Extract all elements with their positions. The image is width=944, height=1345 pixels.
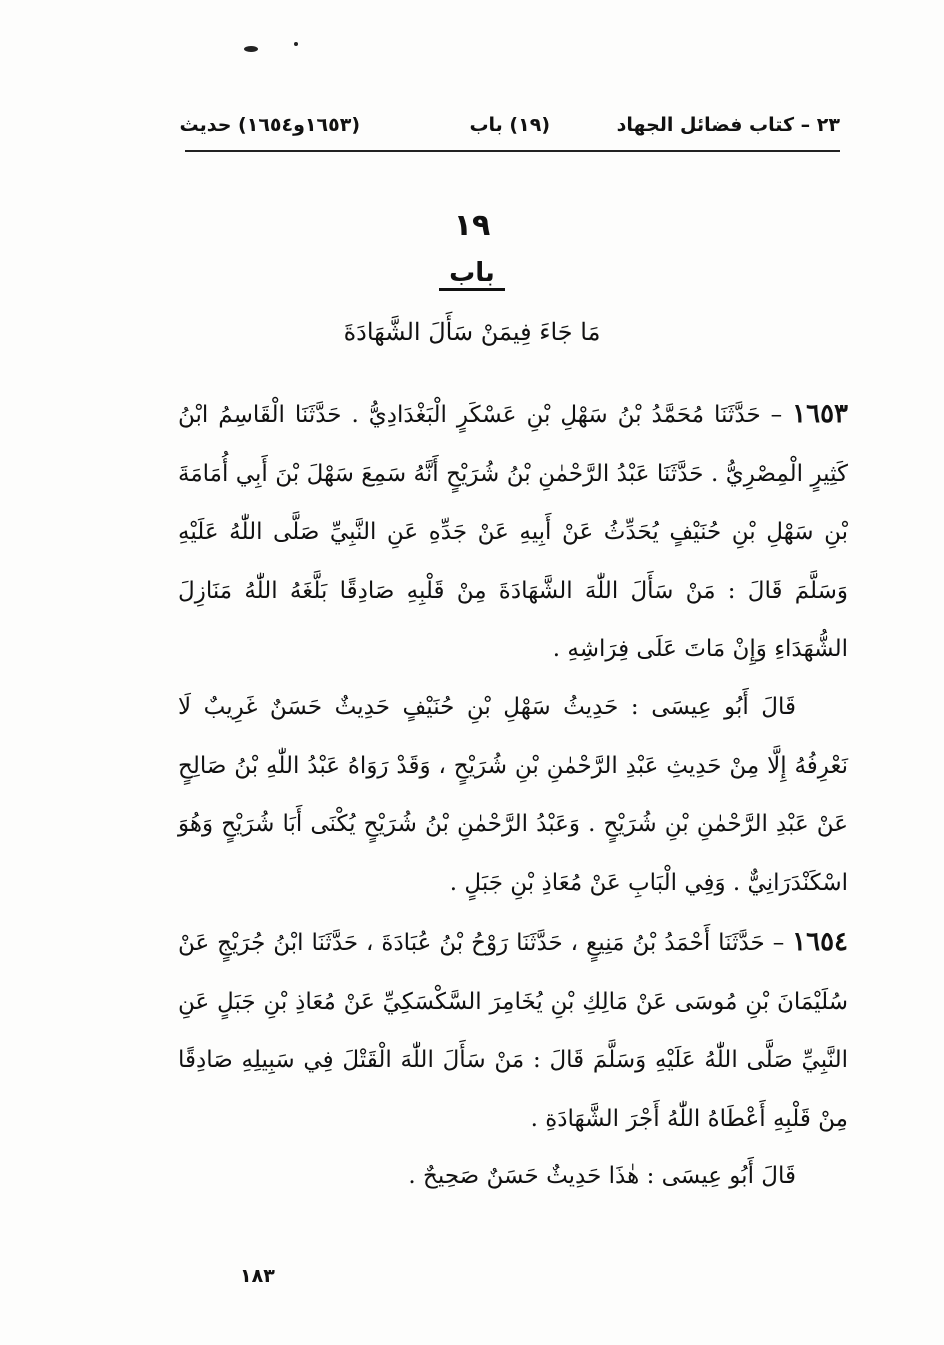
hadith-number: ١٦٥٤ bbox=[792, 927, 848, 957]
hadith-1654 bbox=[178, 913, 848, 1148]
hadith-text: – حَدَّثَنَا أَحْمَدُ بْنُ مَنِيعٍ ، حَدَّثَنَا رَوْحُ بْنُ عُبَادَةَ ، حَدَّثَنَا ابْنُ جُرَيْجٍ عَنْ سُلَيْمَانَ بْنِ مُوسَى عَنْ مَالِكِ بْنِ يُخَامِرَ السَّكْسَكِيِّ عَنْ مُعَاذِ بْنِ جَبَلٍ عَنِ النَّبِيِّ صَلَّى اللّٰهُ عَلَيْهِ وَسَلَّمَ قَالَ : مَنْ سَأَلَ اللّٰهَ الْقَتْلَ فِي سَبِيلِهِ صَادِقًا مِنْ قَلْبِهِ أَعْطَاهُ اللّٰهُ أَجْرَ الشَّهَادَةِ . bbox=[178, 930, 848, 1132]
chapter-word: باب bbox=[449, 258, 495, 288]
commentary-1653: قَالَ أَبُو عِيسَى : حَدِيثُ سَهْلِ بْنِ حُنَيْفٍ حَدِيثٌ حَسَنٌ غَرِيبٌ لَا نَعْرِفُهُ إِلَّا مِنْ حَدِيثِ عَبْدِ الرَّحْمٰنِ بْنِ شُرَيْحٍ ، وَقَدْ رَوَاهُ عَبْدُ اللّٰهِ بْنُ صَالِحٍ عَنْ عَبْدِ الرَّحْمٰنِ بْنِ شُرَيْحٍ . وَعَبْدُ الرَّحْمٰنِ بْنُ شُرَيْحٍ يُكْنَى أَبَا شُرَيْحٍ وَهُوَ اسْكَنْدَرَانِيٌّ . وَفِي الْبَابِ عَنْ مُعَاذِ بْنِ جَبَلٍ . bbox=[178, 694, 848, 896]
commentary-1654: قَالَ أَبُو عِيسَى : هٰذَا حَدِيثٌ حَسَنٌ صَحِيحٌ . bbox=[408, 1163, 796, 1189]
header-chapter: (١٩) باب bbox=[469, 114, 550, 136]
scan-speck bbox=[294, 42, 298, 46]
chapter-heading bbox=[0, 258, 944, 291]
hadith-text: – حَدَّثَنَا مُحَمَّدُ بْنُ سَهْلِ بْنِ عَسْكَرٍ الْبَغْدَادِيُّ . حَدَّثَنَا الْقَاسِمُ ابْنُ كَثِيرٍ الْمِصْرِيُّ . حَدَّثَنَا عَبْدُ الرَّحْمٰنِ بْنُ شُرَيْحٍ أَنَّهُ سَمِعَ سَهْلَ بْنَ أَبِي أُمَامَةَ بْنِ سَهْلِ بْنِ حُنَيْفٍ يُحَدِّثُ عَنْ أَبِيهِ عَنْ جَدِّهِ عَنِ النَّبِيِّ صَلَّى اللّٰهُ عَلَيْهِ وَسَلَّمَ قَالَ : مَنْ سَأَلَ اللّٰهَ الشَّهَادَةَ مِنْ قَلْبِهِ صَادِقًا بَلَّغَهُ اللّٰهُ مَنَازِلَ الشُّهَدَاءِ وَإِنْ مَاتَ عَلَى فِرَاشِهِ . bbox=[178, 402, 848, 662]
running-header bbox=[179, 108, 840, 148]
hadith-1653 bbox=[178, 385, 848, 679]
chapter-underline bbox=[439, 288, 505, 291]
chapter-title: مَا جَاءَ فِيمَنْ سَأَلَ الشَّهَادَةَ bbox=[343, 318, 601, 346]
header-book-title: ٢٣ – كتاب فضائل الجهاد bbox=[616, 114, 840, 136]
hadith-number: ١٦٥٣ bbox=[792, 399, 848, 429]
page-number: ١٨٣ bbox=[240, 1265, 275, 1287]
scan-speck bbox=[244, 46, 258, 52]
header-hadith-range: (١٦٥٣و١٦٥٤) حديث bbox=[179, 114, 360, 136]
header-divider bbox=[185, 150, 840, 152]
chapter-number: ١٩ bbox=[453, 208, 491, 243]
